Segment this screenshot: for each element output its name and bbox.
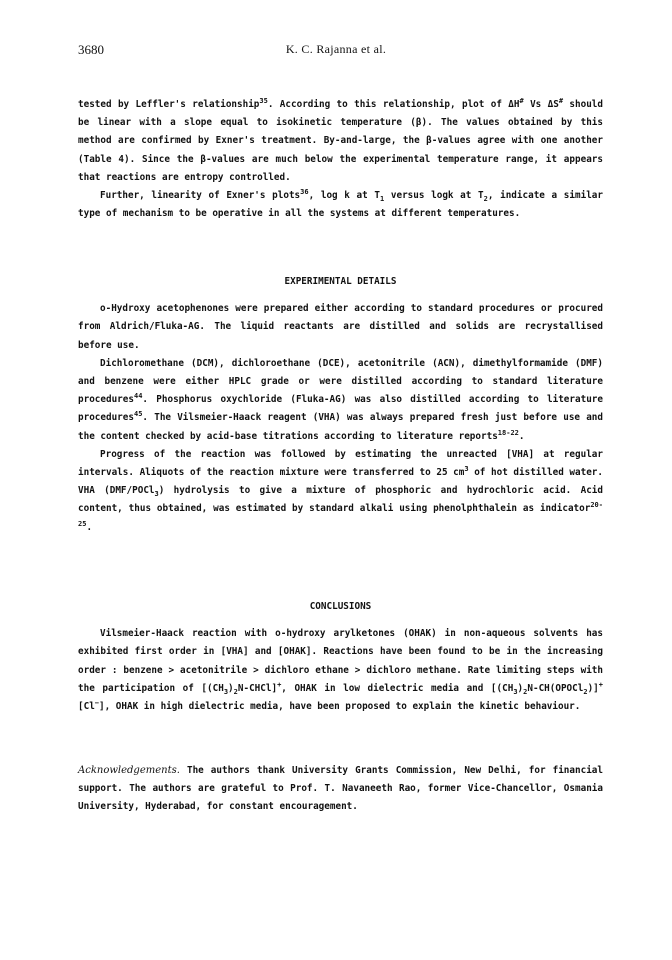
conclusions-heading: CONCLUSIONS	[309, 601, 372, 612]
acknowledgements-paragraph	[78, 762, 603, 817]
conclusions-paragraph: Vilsmeier-Haack reaction with o-hydroxy arylketones (OHAK) in non-aqueous solvents has exhibited first order in [VHA] and [OHAK]. Reactions have been found to be in the increasing order : benzene > acetonitrile > dichloro ethane > dichloro methane. Rate limiting steps with the participation of $[(CH_3)_2N-CHCl]^+$, OHAK in low dielectric media and $[(CH_3)_2N-CH(OPOCl_2)]^+[Cl^-]$, OHAK in high dielectric media, have been proposed to explain the kinetic behaviour.	[78, 628, 603, 713]
intro-section	[78, 96, 603, 223]
acknowledgements-section	[78, 762, 603, 817]
page-number: 3680	[78, 42, 104, 57]
experimental-paragraph-1: o-Hydroxy acetophenones were prepared either according to standard procedures or procured from Aldrich/Fluka-AG. The liquid reactants are distilled and solids are recrystallised before use.	[78, 303, 603, 351]
running-header-authors: K. C. Rajanna et al.	[285, 42, 387, 56]
experimental-paragraph-2: Dichloromethane (DCM), dichloroethane (DCE), acetonitrile (ACN), dimethylformamide (DMF) and benzene were either HPLC grade or were distilled according to standard literature procedures$^{44}$. Phosphorus oxychloride (Fluka-AG) was also distilled according to literature procedures$^{45}$. The Vilsmeier-Haack reagent (VHA) was always prepared fresh just before use and the content checked by acid-base titrations according to literature reports$^{18-22}$.	[78, 357, 603, 442]
experimental-heading: EXPERIMENTAL DETAILS	[284, 276, 397, 287]
acknowledgements-label: Acknowledgements.	[78, 765, 180, 776]
acknowledgements-text: The authors thank University Grants Commission, New Delhi, for financial support. The authors are grateful to Prof. T. Navaneeth Rao, former Vice-Chancellor, Osmania University, Hyderabad, for constant encouragement.	[78, 765, 603, 813]
experimental-paragraph-3: Progress of the reaction was followed by estimating the unreacted [VHA] at regular intervals. Aliquots of the reaction mixture were transferred to 25 $cm^3$ of hot distilled water. VHA (DMF/POCl$_3$) hydrolysis to give a mixture of phosphoric and hydrochloric acid. Acid content, thus obtained, was estimated by standard alkali using phenolphthalein as indicator$^{20-25}$.	[78, 448, 603, 533]
intro-paragraph-2: Further, linearity of Exner's plots$^{36}$, log k at $T_1$ versus logk at $T_2$, indicate a similar type of mechanism to be operative in all the systems at different temperatures.	[78, 187, 603, 220]
conclusions-section	[78, 598, 603, 716]
intro-paragraph-1: tested by Leffler's relationship$^{35}$. According to this relationship, plot of ΔH# Vs ΔS# should be linear with a slope equal to isokinetic temperature (β). The values obtained by this method are confirmed by Exner's treatment. By-and-large, the β-values agree with one another (Table 4). Since the β-values are much below the experimental temperature range, it appears that reactions are entropy controlled.	[78, 96, 603, 183]
experimental-section	[78, 273, 603, 537]
